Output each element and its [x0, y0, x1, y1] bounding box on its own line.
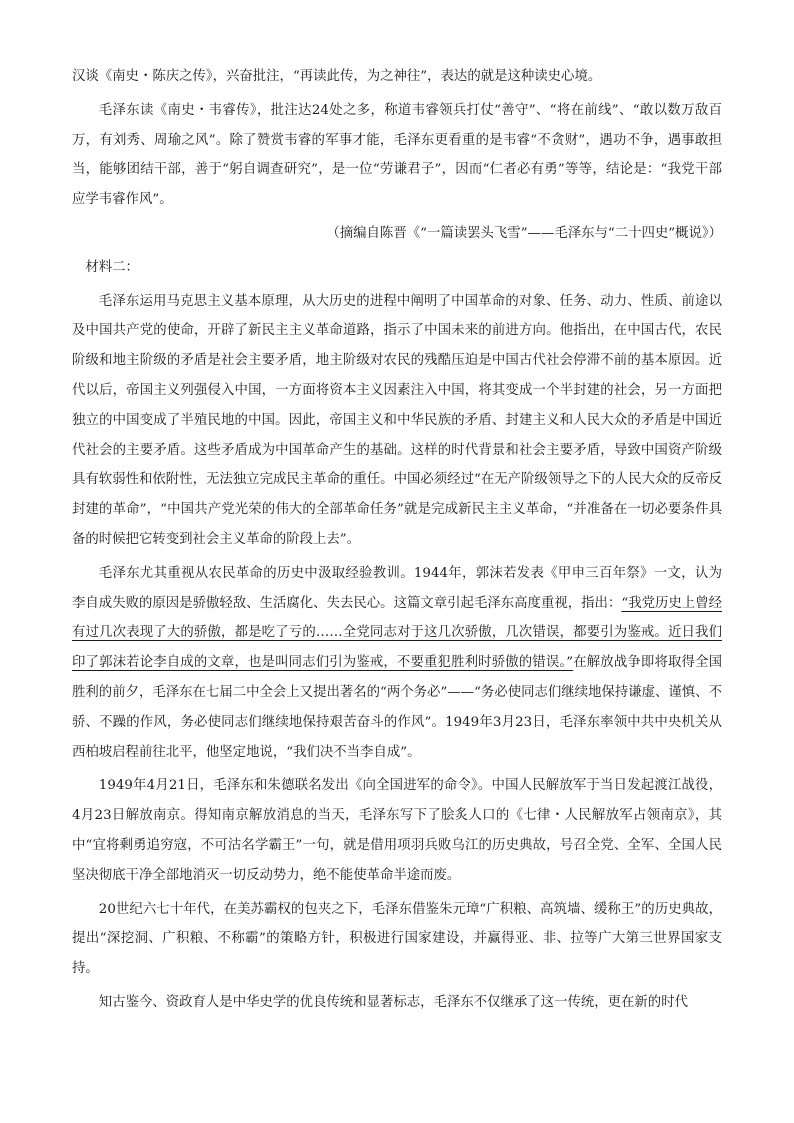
- paragraph-nanjing: 1949年4月21日，毛泽东和朱德联名发出《向全国进军的命令》。中国人民解放军于当日发起渡江战役，4月23日解放南京。得知南京解放消息的当天，毛泽东写下了脍炙人口的《七律・人民解放军占领南京》，其中“宜将剩勇追穷寇，不可沽名学霸王”一句，就是借用项羽兵败乌江的历史典故，号召全党、全军、全国人民坚决彻底干净全部地消灭一切反动势力，绝不能使革命半途而废。: [72, 778, 722, 883]
- paragraph-sixties: 20世纪六七十年代，在美苏霸权的包夹之下，毛泽东借鉴朱元璋“广积粮、高筑墙、缓称王”的历史典故，提出“深挖洞、广积粮、不称霸”的策略方针，积极进行国家建设，并赢得亚、非、拉等广大第三世界国家支持。: [72, 901, 722, 977]
- document-page: [72, 62, 722, 1022]
- paragraph-conclusion: 知古鉴今、资政育人是中华史学的优良传统和显著标志，毛泽东不仅继承了这一传统，更在新的时代: [98, 994, 688, 1010]
- material-two-heading: 材料二：: [85, 259, 139, 275]
- source-citation: （摘编自陈晋《“一篇读罢头飞雪”——毛泽东与“二十四史”概说》）: [326, 225, 722, 241]
- peasant-text-before: 毛泽东尤其重视从农民革命的历史中汲取经验教训。1944年，郭沫若发表《甲申三百年祭》一文，认为李自成失败的原因是骄傲轻敌、生活腐化、失去民心。这篇文章引起毛泽东高度重视，指出：: [72, 565, 722, 611]
- paragraph-wei-rui: 毛泽东读《南史・韦睿传》，批注达24处之多，称道韦睿领兵打仗“善守”、“将在前线”、“敢以数万敌百万，有刘秀、周瑜之风”。除了赞赏韦睿的军事才能，毛泽东更看重的是韦睿“不贪财”，遇功不争，遇事敢担当，能够团结干部，善于“躬自调查研究”，是一位“劳谦君子”，因而“仁者必有勇”等等，结论是：“我党干部应学韦睿作风”。: [72, 102, 722, 208]
- paragraph-peasant-revolution: [72, 559, 722, 768]
- paragraph-chen-qingzhi: 汉谈《南史・陈庆之传》，兴奋批注，“再读此传，为之神往”，表达的就是这种读史心境。: [72, 69, 602, 84]
- peasant-text-after: 在解放战争即将取得全国胜利的前夕，毛泽东在七届二中全会上又提出著名的“两个务必”——“务必使同志们继续地保持谦虚、谨慎、不骄、不躁的作风，务必使同志们继续地保持艰苦奋斗的作风”。1949年3月23日，毛泽东率领中共中央机关从西柏坡启程前往北平，他坚定地说，“我们决不当李自成”。: [72, 655, 722, 760]
- underlined-quote: “我党历史上曾经有过几次表现了大的骄傲，都是吃了亏的……全党同志对于这几次骄傲，几次错误，都要引为鉴戒。近日我们印了郭沫若论李自成的文章，也是叫同志们引为鉴戒，不要重犯胜利时骄傲的错误。”: [72, 595, 722, 671]
- paragraph-marxism: 毛泽东运用马克思主义基本原理，从大历史的进程中阐明了中国革命的对象、任务、动力、性质、前途以及中国共产党的使命，开辟了新民主主义革命道路，指示了中国未来的前进方向。他指出，在中国古代，农民阶级和地主阶级的矛盾是社会主要矛盾，地主阶级对农民的残酷压迫是中国古代社会停滞不前的基本原因。近代以后，帝国主义列强侵入中国，一方面将资本主义因素注入中国，将其变成一个半封建的社会，另一方面把独立的中国变成了半殖民地的中国。因此，帝国主义和中华民族的矛盾、封建主义和人民大众的矛盾是中国近代社会的主要矛盾。这些矛盾成为中国革命产生的基础。这样的时代背景和社会主要矛盾，导致中国资产阶级具有软弱性和依附性，无法独立完成民主革命的重任。中国必须经过“在无产阶级领导之下的人民大众的反帝反封建的革命”，“中国共产党光荣的伟大的全部革命任务”就是完成新民主主义革命，“并准备在一切必要条件具备的时候把它转变到社会主义革命的阶段上去”。: [72, 293, 722, 547]
